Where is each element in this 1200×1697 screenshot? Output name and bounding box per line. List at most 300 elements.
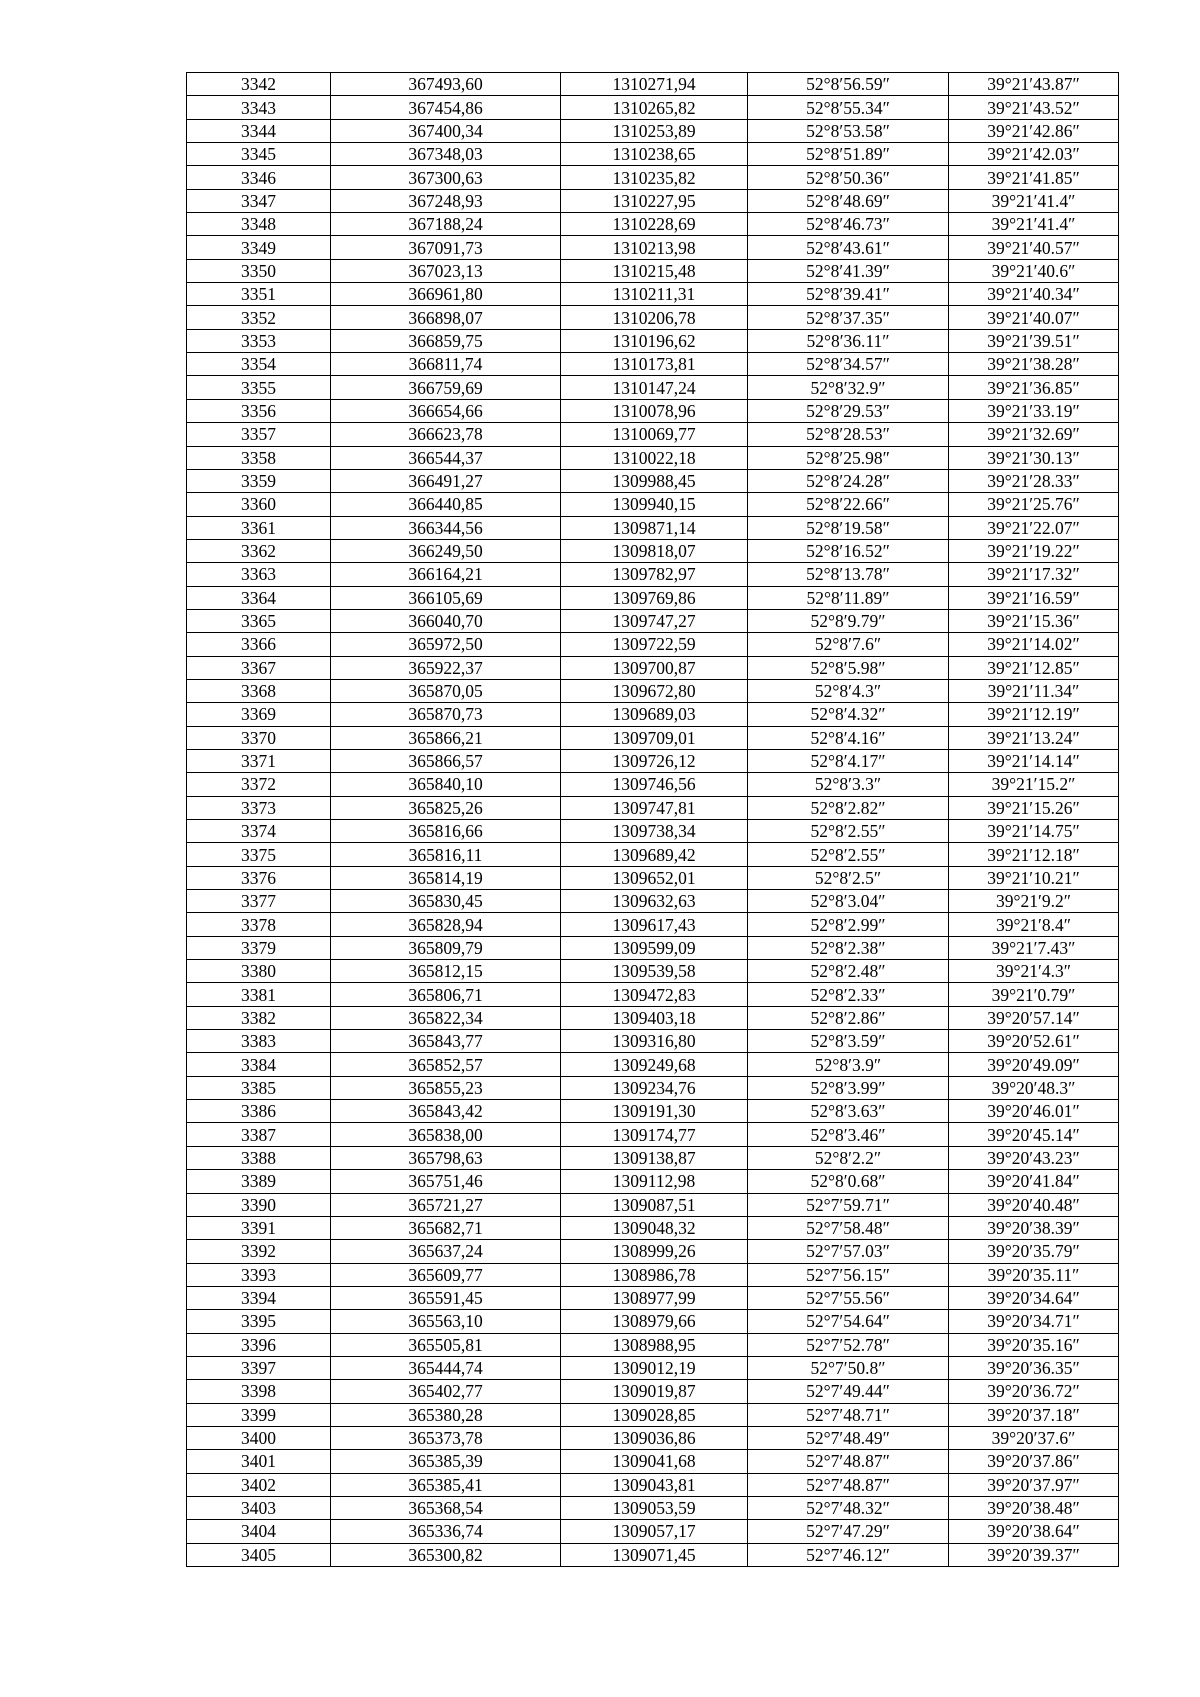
longitude-cell: 39°21′12.85″: [949, 656, 1119, 679]
latitude-cell: 52°8′0.68″: [748, 1170, 949, 1193]
y-coordinate-cell: 1309871,14: [561, 516, 748, 539]
y-coordinate-cell: 1310147,24: [561, 376, 748, 399]
longitude-cell: 39°21′43.52″: [949, 96, 1119, 119]
y-coordinate-cell: 1310206,78: [561, 306, 748, 329]
y-coordinate-cell: 1309689,03: [561, 703, 748, 726]
point-number-cell: 3367: [187, 656, 331, 679]
longitude-cell: 39°21′36.85″: [949, 376, 1119, 399]
y-coordinate-cell: 1309053,59: [561, 1496, 748, 1519]
longitude-cell: 39°21′16.59″: [949, 586, 1119, 609]
table-row: [187, 283, 1119, 306]
latitude-cell: 52°8′9.79″: [748, 609, 949, 632]
x-coordinate-cell: 365682,71: [331, 1216, 561, 1239]
latitude-cell: 52°7′57.03″: [748, 1240, 949, 1263]
point-number-cell: 3387: [187, 1123, 331, 1146]
table-row: [187, 259, 1119, 282]
latitude-cell: 52°8′2.55″: [748, 843, 949, 866]
y-coordinate-cell: 1309403,18: [561, 1006, 748, 1029]
x-coordinate-cell: 365380,28: [331, 1403, 561, 1426]
point-number-cell: 3392: [187, 1240, 331, 1263]
latitude-cell: 52°8′3.04″: [748, 890, 949, 913]
table-row: [187, 866, 1119, 889]
table-row: [187, 983, 1119, 1006]
point-number-cell: 3396: [187, 1333, 331, 1356]
y-coordinate-cell: 1309019,87: [561, 1380, 748, 1403]
point-number-cell: 3403: [187, 1496, 331, 1519]
table-row: [187, 609, 1119, 632]
point-number-cell: 3357: [187, 423, 331, 446]
table-row: [187, 143, 1119, 166]
longitude-cell: 39°21′8.4″: [949, 913, 1119, 936]
latitude-cell: 52°8′2.48″: [748, 960, 949, 983]
point-number-cell: 3354: [187, 353, 331, 376]
y-coordinate-cell: 1309769,86: [561, 586, 748, 609]
longitude-cell: 39°21′14.02″: [949, 633, 1119, 656]
point-number-cell: 3375: [187, 843, 331, 866]
x-coordinate-cell: 365828,94: [331, 913, 561, 936]
table-row: [187, 399, 1119, 422]
longitude-cell: 39°21′28.33″: [949, 469, 1119, 492]
y-coordinate-cell: 1309988,45: [561, 469, 748, 492]
latitude-cell: 52°8′4.17″: [748, 749, 949, 772]
point-number-cell: 3366: [187, 633, 331, 656]
longitude-cell: 39°21′4.3″: [949, 960, 1119, 983]
x-coordinate-cell: 365368,54: [331, 1496, 561, 1519]
point-number-cell: 3390: [187, 1193, 331, 1216]
latitude-cell: 52°8′2.2″: [748, 1146, 949, 1169]
y-coordinate-cell: 1309782,97: [561, 563, 748, 586]
x-coordinate-cell: 366898,07: [331, 306, 561, 329]
table-row: [187, 1450, 1119, 1473]
latitude-cell: 52°8′25.98″: [748, 446, 949, 469]
latitude-cell: 52°8′16.52″: [748, 539, 949, 562]
latitude-cell: 52°8′2.55″: [748, 820, 949, 843]
y-coordinate-cell: 1309722,59: [561, 633, 748, 656]
longitude-cell: 39°20′40.48″: [949, 1193, 1119, 1216]
y-coordinate-cell: 1310173,81: [561, 353, 748, 376]
x-coordinate-cell: 365505,81: [331, 1333, 561, 1356]
y-coordinate-cell: 1310022,18: [561, 446, 748, 469]
point-number-cell: 3391: [187, 1216, 331, 1239]
x-coordinate-cell: 366164,21: [331, 563, 561, 586]
y-coordinate-cell: 1309652,01: [561, 866, 748, 889]
table-row: [187, 1123, 1119, 1146]
latitude-cell: 52°8′39.41″: [748, 283, 949, 306]
table-row: [187, 1333, 1119, 1356]
y-coordinate-cell: 1309689,42: [561, 843, 748, 866]
x-coordinate-cell: 365840,10: [331, 773, 561, 796]
latitude-cell: 52°8′19.58″: [748, 516, 949, 539]
y-coordinate-cell: 1309112,98: [561, 1170, 748, 1193]
longitude-cell: 39°20′41.84″: [949, 1170, 1119, 1193]
latitude-cell: 52°8′2.82″: [748, 796, 949, 819]
table-row: [187, 1356, 1119, 1379]
latitude-cell: 52°7′48.87″: [748, 1473, 949, 1496]
latitude-cell: 52°7′48.49″: [748, 1426, 949, 1449]
x-coordinate-cell: 365855,23: [331, 1076, 561, 1099]
longitude-cell: 39°20′37.86″: [949, 1450, 1119, 1473]
table-row: [187, 773, 1119, 796]
point-number-cell: 3362: [187, 539, 331, 562]
x-coordinate-cell: 365843,77: [331, 1030, 561, 1053]
y-coordinate-cell: 1309617,43: [561, 913, 748, 936]
latitude-cell: 52°7′47.29″: [748, 1520, 949, 1543]
longitude-cell: 39°20′52.61″: [949, 1030, 1119, 1053]
table-row: [187, 820, 1119, 843]
point-number-cell: 3376: [187, 866, 331, 889]
table-row: [187, 890, 1119, 913]
longitude-cell: 39°21′9.2″: [949, 890, 1119, 913]
latitude-cell: 52°8′53.58″: [748, 119, 949, 142]
x-coordinate-cell: 365385,41: [331, 1473, 561, 1496]
table-row: [187, 1053, 1119, 1076]
table-row: [187, 73, 1119, 96]
longitude-cell: 39°20′35.16″: [949, 1333, 1119, 1356]
y-coordinate-cell: 1309747,81: [561, 796, 748, 819]
y-coordinate-cell: 1309818,07: [561, 539, 748, 562]
point-number-cell: 3361: [187, 516, 331, 539]
latitude-cell: 52°8′41.39″: [748, 259, 949, 282]
point-number-cell: 3374: [187, 820, 331, 843]
point-number-cell: 3347: [187, 189, 331, 212]
y-coordinate-cell: 1310265,82: [561, 96, 748, 119]
longitude-cell: 39°21′7.43″: [949, 936, 1119, 959]
x-coordinate-cell: 366859,75: [331, 329, 561, 352]
point-number-cell: 3345: [187, 143, 331, 166]
table-row: [187, 726, 1119, 749]
table-row: [187, 516, 1119, 539]
y-coordinate-cell: 1310213,98: [561, 236, 748, 259]
point-number-cell: 3355: [187, 376, 331, 399]
y-coordinate-cell: 1309709,01: [561, 726, 748, 749]
x-coordinate-cell: 365866,57: [331, 749, 561, 772]
point-number-cell: 3388: [187, 1146, 331, 1169]
y-coordinate-cell: 1309041,68: [561, 1450, 748, 1473]
y-coordinate-cell: 1309028,85: [561, 1403, 748, 1426]
longitude-cell: 39°21′13.24″: [949, 726, 1119, 749]
longitude-cell: 39°20′43.23″: [949, 1146, 1119, 1169]
x-coordinate-cell: 367300,63: [331, 166, 561, 189]
y-coordinate-cell: 1309036,86: [561, 1426, 748, 1449]
table-row: [187, 423, 1119, 446]
point-number-cell: 3385: [187, 1076, 331, 1099]
point-number-cell: 3384: [187, 1053, 331, 1076]
point-number-cell: 3349: [187, 236, 331, 259]
longitude-cell: 39°21′40.34″: [949, 283, 1119, 306]
longitude-cell: 39°20′57.14″: [949, 1006, 1119, 1029]
latitude-cell: 52°7′58.48″: [748, 1216, 949, 1239]
table-row: [187, 96, 1119, 119]
point-number-cell: 3360: [187, 493, 331, 516]
table-row: [187, 469, 1119, 492]
latitude-cell: 52°8′56.59″: [748, 73, 949, 96]
x-coordinate-cell: 365870,05: [331, 679, 561, 702]
latitude-cell: 52°8′32.9″: [748, 376, 949, 399]
longitude-cell: 39°20′36.72″: [949, 1380, 1119, 1403]
table-row: [187, 1310, 1119, 1333]
x-coordinate-cell: 365870,73: [331, 703, 561, 726]
x-coordinate-cell: 365825,26: [331, 796, 561, 819]
longitude-cell: 39°20′37.97″: [949, 1473, 1119, 1496]
point-number-cell: 3368: [187, 679, 331, 702]
y-coordinate-cell: 1309234,76: [561, 1076, 748, 1099]
table-row: [187, 353, 1119, 376]
point-number-cell: 3400: [187, 1426, 331, 1449]
point-number-cell: 3382: [187, 1006, 331, 1029]
table-row: [187, 563, 1119, 586]
longitude-cell: 39°21′15.36″: [949, 609, 1119, 632]
longitude-cell: 39°21′14.14″: [949, 749, 1119, 772]
longitude-cell: 39°21′12.19″: [949, 703, 1119, 726]
x-coordinate-cell: 365385,39: [331, 1450, 561, 1473]
x-coordinate-cell: 367400,34: [331, 119, 561, 142]
x-coordinate-cell: 367493,60: [331, 73, 561, 96]
table-row: [187, 189, 1119, 212]
x-coordinate-cell: 365809,79: [331, 936, 561, 959]
latitude-cell: 52°8′51.89″: [748, 143, 949, 166]
y-coordinate-cell: 1308977,99: [561, 1286, 748, 1309]
x-coordinate-cell: 367091,73: [331, 236, 561, 259]
table-row: [187, 1263, 1119, 1286]
latitude-cell: 52°8′29.53″: [748, 399, 949, 422]
latitude-cell: 52°7′50.8″: [748, 1356, 949, 1379]
table-row: [187, 749, 1119, 772]
point-number-cell: 3379: [187, 936, 331, 959]
longitude-cell: 39°21′39.51″: [949, 329, 1119, 352]
x-coordinate-cell: 365637,24: [331, 1240, 561, 1263]
x-coordinate-cell: 365822,34: [331, 1006, 561, 1029]
latitude-cell: 52°8′7.6″: [748, 633, 949, 656]
point-number-cell: 3378: [187, 913, 331, 936]
longitude-cell: 39°20′48.3″: [949, 1076, 1119, 1099]
y-coordinate-cell: 1309043,81: [561, 1473, 748, 1496]
latitude-cell: 52°8′11.89″: [748, 586, 949, 609]
point-number-cell: 3393: [187, 1263, 331, 1286]
longitude-cell: 39°21′33.19″: [949, 399, 1119, 422]
table-row: [187, 586, 1119, 609]
table-row: [187, 1543, 1119, 1566]
y-coordinate-cell: 1308988,95: [561, 1333, 748, 1356]
latitude-cell: 52°8′4.32″: [748, 703, 949, 726]
table-row: [187, 656, 1119, 679]
point-number-cell: 3380: [187, 960, 331, 983]
longitude-cell: 39°21′40.6″: [949, 259, 1119, 282]
table-row: [187, 1286, 1119, 1309]
longitude-cell: 39°20′35.11″: [949, 1263, 1119, 1286]
longitude-cell: 39°21′41.4″: [949, 213, 1119, 236]
table-row: [187, 446, 1119, 469]
y-coordinate-cell: 1309746,56: [561, 773, 748, 796]
latitude-cell: 52°8′43.61″: [748, 236, 949, 259]
x-coordinate-cell: 365300,82: [331, 1543, 561, 1566]
longitude-cell: 39°20′34.64″: [949, 1286, 1119, 1309]
longitude-cell: 39°21′42.86″: [949, 119, 1119, 142]
table-row: [187, 1006, 1119, 1029]
point-number-cell: 3397: [187, 1356, 331, 1379]
latitude-cell: 52°7′49.44″: [748, 1380, 949, 1403]
latitude-cell: 52°8′22.66″: [748, 493, 949, 516]
latitude-cell: 52°8′13.78″: [748, 563, 949, 586]
x-coordinate-cell: 365373,78: [331, 1426, 561, 1449]
longitude-cell: 39°21′15.2″: [949, 773, 1119, 796]
point-number-cell: 3344: [187, 119, 331, 142]
point-number-cell: 3371: [187, 749, 331, 772]
x-coordinate-cell: 366105,69: [331, 586, 561, 609]
table-row: [187, 1030, 1119, 1053]
y-coordinate-cell: 1308986,78: [561, 1263, 748, 1286]
longitude-cell: 39°21′10.21″: [949, 866, 1119, 889]
table-row: [187, 1146, 1119, 1169]
y-coordinate-cell: 1309539,58: [561, 960, 748, 983]
x-coordinate-cell: 366654,66: [331, 399, 561, 422]
x-coordinate-cell: 367454,86: [331, 96, 561, 119]
table-row: [187, 493, 1119, 516]
longitude-cell: 39°20′34.71″: [949, 1310, 1119, 1333]
x-coordinate-cell: 365838,00: [331, 1123, 561, 1146]
latitude-cell: 52°8′4.3″: [748, 679, 949, 702]
point-number-cell: 3372: [187, 773, 331, 796]
longitude-cell: 39°20′38.64″: [949, 1520, 1119, 1543]
x-coordinate-cell: 365591,45: [331, 1286, 561, 1309]
latitude-cell: 52°8′3.3″: [748, 773, 949, 796]
longitude-cell: 39°21′42.03″: [949, 143, 1119, 166]
x-coordinate-cell: 366811,74: [331, 353, 561, 376]
point-number-cell: 3365: [187, 609, 331, 632]
x-coordinate-cell: 365814,19: [331, 866, 561, 889]
y-coordinate-cell: 1309672,80: [561, 679, 748, 702]
y-coordinate-cell: 1309012,19: [561, 1356, 748, 1379]
table-row: [187, 1403, 1119, 1426]
table-row: [187, 960, 1119, 983]
longitude-cell: 39°21′25.76″: [949, 493, 1119, 516]
point-number-cell: 3343: [187, 96, 331, 119]
point-number-cell: 3350: [187, 259, 331, 282]
point-number-cell: 3405: [187, 1543, 331, 1566]
x-coordinate-cell: 366623,78: [331, 423, 561, 446]
latitude-cell: 52°8′3.63″: [748, 1100, 949, 1123]
y-coordinate-cell: 1309472,83: [561, 983, 748, 1006]
table-row: [187, 796, 1119, 819]
x-coordinate-cell: 365721,27: [331, 1193, 561, 1216]
table-row: [187, 633, 1119, 656]
y-coordinate-cell: 1309726,12: [561, 749, 748, 772]
coordinates-table-body: [187, 73, 1119, 1567]
latitude-cell: 52°8′2.33″: [748, 983, 949, 1006]
x-coordinate-cell: 367248,93: [331, 189, 561, 212]
y-coordinate-cell: 1310228,69: [561, 213, 748, 236]
longitude-cell: 39°20′38.39″: [949, 1216, 1119, 1239]
x-coordinate-cell: 365816,11: [331, 843, 561, 866]
longitude-cell: 39°21′0.79″: [949, 983, 1119, 1006]
y-coordinate-cell: 1308999,26: [561, 1240, 748, 1263]
latitude-cell: 52°8′4.16″: [748, 726, 949, 749]
y-coordinate-cell: 1310069,77: [561, 423, 748, 446]
table-row: [187, 679, 1119, 702]
y-coordinate-cell: 1309738,34: [561, 820, 748, 843]
table-row: [187, 329, 1119, 352]
y-coordinate-cell: 1309747,27: [561, 609, 748, 632]
longitude-cell: 39°21′41.4″: [949, 189, 1119, 212]
x-coordinate-cell: 366344,56: [331, 516, 561, 539]
x-coordinate-cell: 365922,37: [331, 656, 561, 679]
y-coordinate-cell: 1309048,32: [561, 1216, 748, 1239]
latitude-cell: 52°7′48.32″: [748, 1496, 949, 1519]
y-coordinate-cell: 1310238,65: [561, 143, 748, 166]
x-coordinate-cell: 367023,13: [331, 259, 561, 282]
longitude-cell: 39°20′37.6″: [949, 1426, 1119, 1449]
y-coordinate-cell: 1309138,87: [561, 1146, 748, 1169]
point-number-cell: 3399: [187, 1403, 331, 1426]
point-number-cell: 3351: [187, 283, 331, 306]
latitude-cell: 52°7′54.64″: [748, 1310, 949, 1333]
point-number-cell: 3394: [187, 1286, 331, 1309]
x-coordinate-cell: 365843,42: [331, 1100, 561, 1123]
table-row: [187, 913, 1119, 936]
latitude-cell: 52°7′48.71″: [748, 1403, 949, 1426]
longitude-cell: 39°20′39.37″: [949, 1543, 1119, 1566]
table-row: [187, 1100, 1119, 1123]
point-number-cell: 3373: [187, 796, 331, 819]
table-row: [187, 1380, 1119, 1403]
point-number-cell: 3359: [187, 469, 331, 492]
latitude-cell: 52°8′2.99″: [748, 913, 949, 936]
point-number-cell: 3389: [187, 1170, 331, 1193]
point-number-cell: 3381: [187, 983, 331, 1006]
y-coordinate-cell: 1309632,63: [561, 890, 748, 913]
longitude-cell: 39°21′19.22″: [949, 539, 1119, 562]
x-coordinate-cell: 365812,15: [331, 960, 561, 983]
table-row: [187, 1496, 1119, 1519]
x-coordinate-cell: 366249,50: [331, 539, 561, 562]
longitude-cell: 39°21′38.28″: [949, 353, 1119, 376]
x-coordinate-cell: 366440,85: [331, 493, 561, 516]
point-number-cell: 3383: [187, 1030, 331, 1053]
y-coordinate-cell: 1309191,30: [561, 1100, 748, 1123]
latitude-cell: 52°8′2.5″: [748, 866, 949, 889]
longitude-cell: 39°20′45.14″: [949, 1123, 1119, 1146]
y-coordinate-cell: 1309087,51: [561, 1193, 748, 1216]
x-coordinate-cell: 365444,74: [331, 1356, 561, 1379]
y-coordinate-cell: 1310227,95: [561, 189, 748, 212]
longitude-cell: 39°20′46.01″: [949, 1100, 1119, 1123]
point-number-cell: 3402: [187, 1473, 331, 1496]
y-coordinate-cell: 1309057,17: [561, 1520, 748, 1543]
table-row: [187, 1076, 1119, 1099]
y-coordinate-cell: 1309071,45: [561, 1543, 748, 1566]
table-row: [187, 1240, 1119, 1263]
x-coordinate-cell: 365563,10: [331, 1310, 561, 1333]
x-coordinate-cell: 365751,46: [331, 1170, 561, 1193]
table-row: [187, 1426, 1119, 1449]
table-row: [187, 1170, 1119, 1193]
longitude-cell: 39°21′17.32″: [949, 563, 1119, 586]
latitude-cell: 52°8′5.98″: [748, 656, 949, 679]
x-coordinate-cell: 366491,27: [331, 469, 561, 492]
point-number-cell: 3404: [187, 1520, 331, 1543]
x-coordinate-cell: 365402,77: [331, 1380, 561, 1403]
latitude-cell: 52°7′48.87″: [748, 1450, 949, 1473]
point-number-cell: 3386: [187, 1100, 331, 1123]
x-coordinate-cell: 367188,24: [331, 213, 561, 236]
y-coordinate-cell: 1309940,15: [561, 493, 748, 516]
point-number-cell: 3363: [187, 563, 331, 586]
latitude-cell: 52°7′56.15″: [748, 1263, 949, 1286]
point-number-cell: 3348: [187, 213, 331, 236]
x-coordinate-cell: 366544,37: [331, 446, 561, 469]
x-coordinate-cell: 365866,21: [331, 726, 561, 749]
latitude-cell: 52°8′24.28″: [748, 469, 949, 492]
longitude-cell: 39°20′38.48″: [949, 1496, 1119, 1519]
